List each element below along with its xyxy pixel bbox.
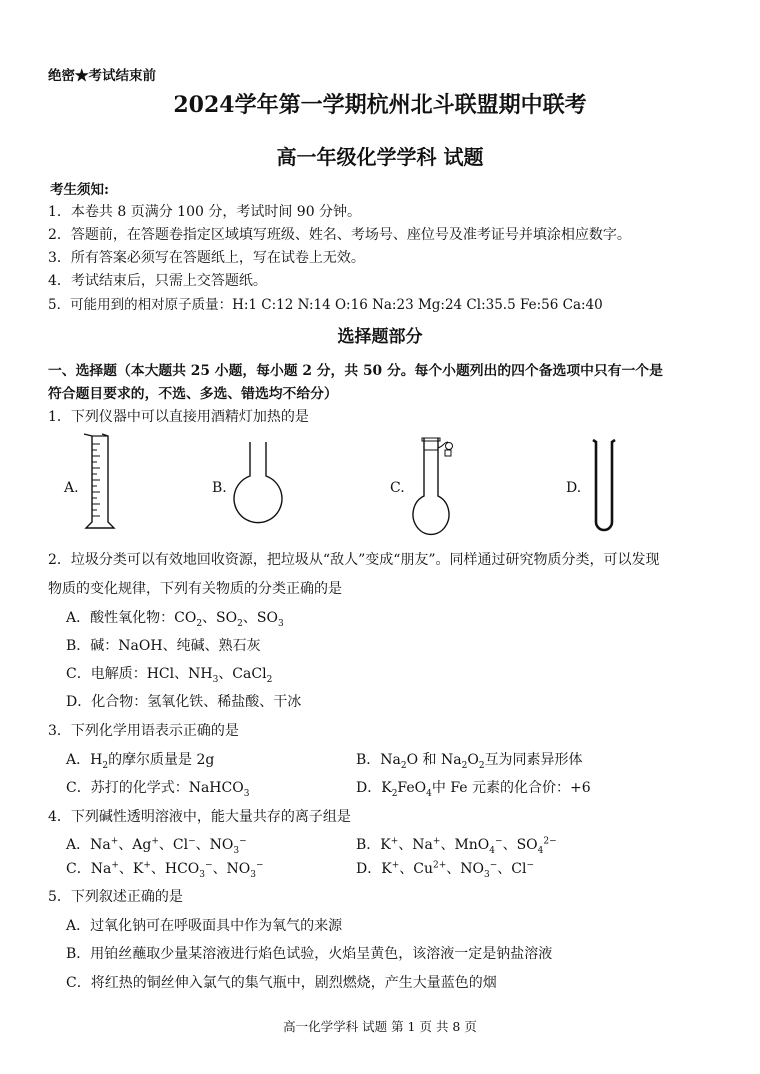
- q3-stem: 3．下列化学用语表示正确的是: [48, 723, 239, 739]
- q1-option-c-label: C.: [390, 480, 405, 496]
- q2-option-d: D．化合物：氢氧化铁、稀盐酸、干冰: [66, 694, 302, 710]
- note-item: 5．可能用到的相对原子质量：H:1 C:12 N:14 O:16 Na:23 Mg:24 Cl:35.5 Fe:56 Ca:40: [48, 297, 603, 313]
- q4-option-c: C．Na+、K+、$HCO_3^-$、$NO_3^-$: [66, 860, 264, 880]
- page-footer: 高一化学学科 试题 第 1 页 共 8 页: [283, 1019, 477, 1034]
- q2-option-c: C．电解质：HCl、$NH_3$、CaCl$_2$: [66, 666, 273, 685]
- q4-option-d: D．K+、$Cu^{2+}$、$NO_3^-$、Cl−: [356, 860, 535, 880]
- q3-option-c: C．苏打的化学式：NaHCO$_3$: [66, 780, 250, 799]
- section-instructions: 一、选择题（本大题共 25 小题，每小题 2 分，共 50 分。每个小题列出的四个备选项中只有一个是: [48, 363, 663, 379]
- q2-option-b: B．碱：NaOH、纯碱、熟石灰: [66, 638, 261, 654]
- q2-option-a: A．酸性氧化物：$CO_2$、$SO_2$、$SO_3$: [66, 610, 284, 629]
- q1-option-b-label: B.: [212, 480, 227, 496]
- q5-stem: 5．下列叙述正确的是: [48, 889, 183, 905]
- q4-option-a: A．Na+、Ag+、Cl−、$NO_3^-$: [66, 836, 247, 856]
- note-item: 1．本卷共 8 页满分 100 分，考试时间 90 分钟。: [48, 204, 362, 220]
- q1-stem: 1．下列仪器中可以直接用酒精灯加热的是: [48, 409, 309, 425]
- q5-option-a: A．过氧化钠可在呼吸面具中作为氧气的来源: [66, 918, 343, 934]
- exam-title: 2024学年第一学期杭州北斗联盟期中联考: [173, 92, 587, 118]
- q3-option-d: D．$K_2FeO_4$中 Fe 元素的化合价：+6: [356, 780, 591, 799]
- section-instructions-cont: 符合题目要求的，不选、多选、错选均不给分）: [48, 386, 338, 402]
- note-item: 2．答题前，在答题卷指定区域填写班级、姓名、考场号、座位号及准考证号并填涂相应数字。: [48, 227, 631, 243]
- q4-option-b: B．K+、Na+、MnO$_4$−、$SO_4^{2-}$: [356, 836, 557, 856]
- volumetric-flask-icon: [404, 436, 464, 534]
- note-item: 4．考试结束后，只需上交答题纸。: [48, 273, 267, 289]
- q2-stem-cont: 物质的变化规律，下列有关物质的分类正确的是: [48, 581, 342, 597]
- q1-option-d-label: D.: [566, 480, 582, 496]
- section-title: 选择题部分: [337, 327, 423, 347]
- test-tube-icon: [590, 438, 618, 532]
- q5-option-c: C．将红热的铜丝伸入氯气的集气瓶中，剧烈燃烧，产生大量蓝色的烟: [66, 975, 497, 991]
- q4-stem: 4．下列碱性透明溶液中，能大量共存的离子组是: [48, 809, 351, 825]
- q3-option-a: A．$H_2$的摩尔质量是 2g: [66, 752, 215, 771]
- confidential-mark: 绝密★考试结束前: [48, 68, 156, 84]
- exam-subtitle: 高一年级化学学科 试题: [276, 145, 484, 169]
- q3-option-b: B．$Na_2O$ 和 $Na_2O_2$互为同素异形体: [356, 752, 583, 771]
- notes-heading: 考生须知:: [50, 182, 109, 198]
- note-item: 3．所有答案必须写在答题纸上，写在试卷上无效。: [48, 250, 365, 266]
- q2-stem: 2．垃圾分类可以有效地回收资源，把垃圾从“敌人”变成“朋友”。同样通过研究物质分类，可以发现: [48, 552, 660, 568]
- q1-option-a-label: A.: [64, 480, 79, 496]
- graduated-cylinder-icon: [80, 432, 120, 532]
- q5-option-b: B．用铂丝蘸取少量某溶液进行焰色试验，火焰呈黄色，该溶液一定是钠盐溶液: [66, 946, 553, 962]
- round-bottom-flask-icon: [232, 440, 284, 528]
